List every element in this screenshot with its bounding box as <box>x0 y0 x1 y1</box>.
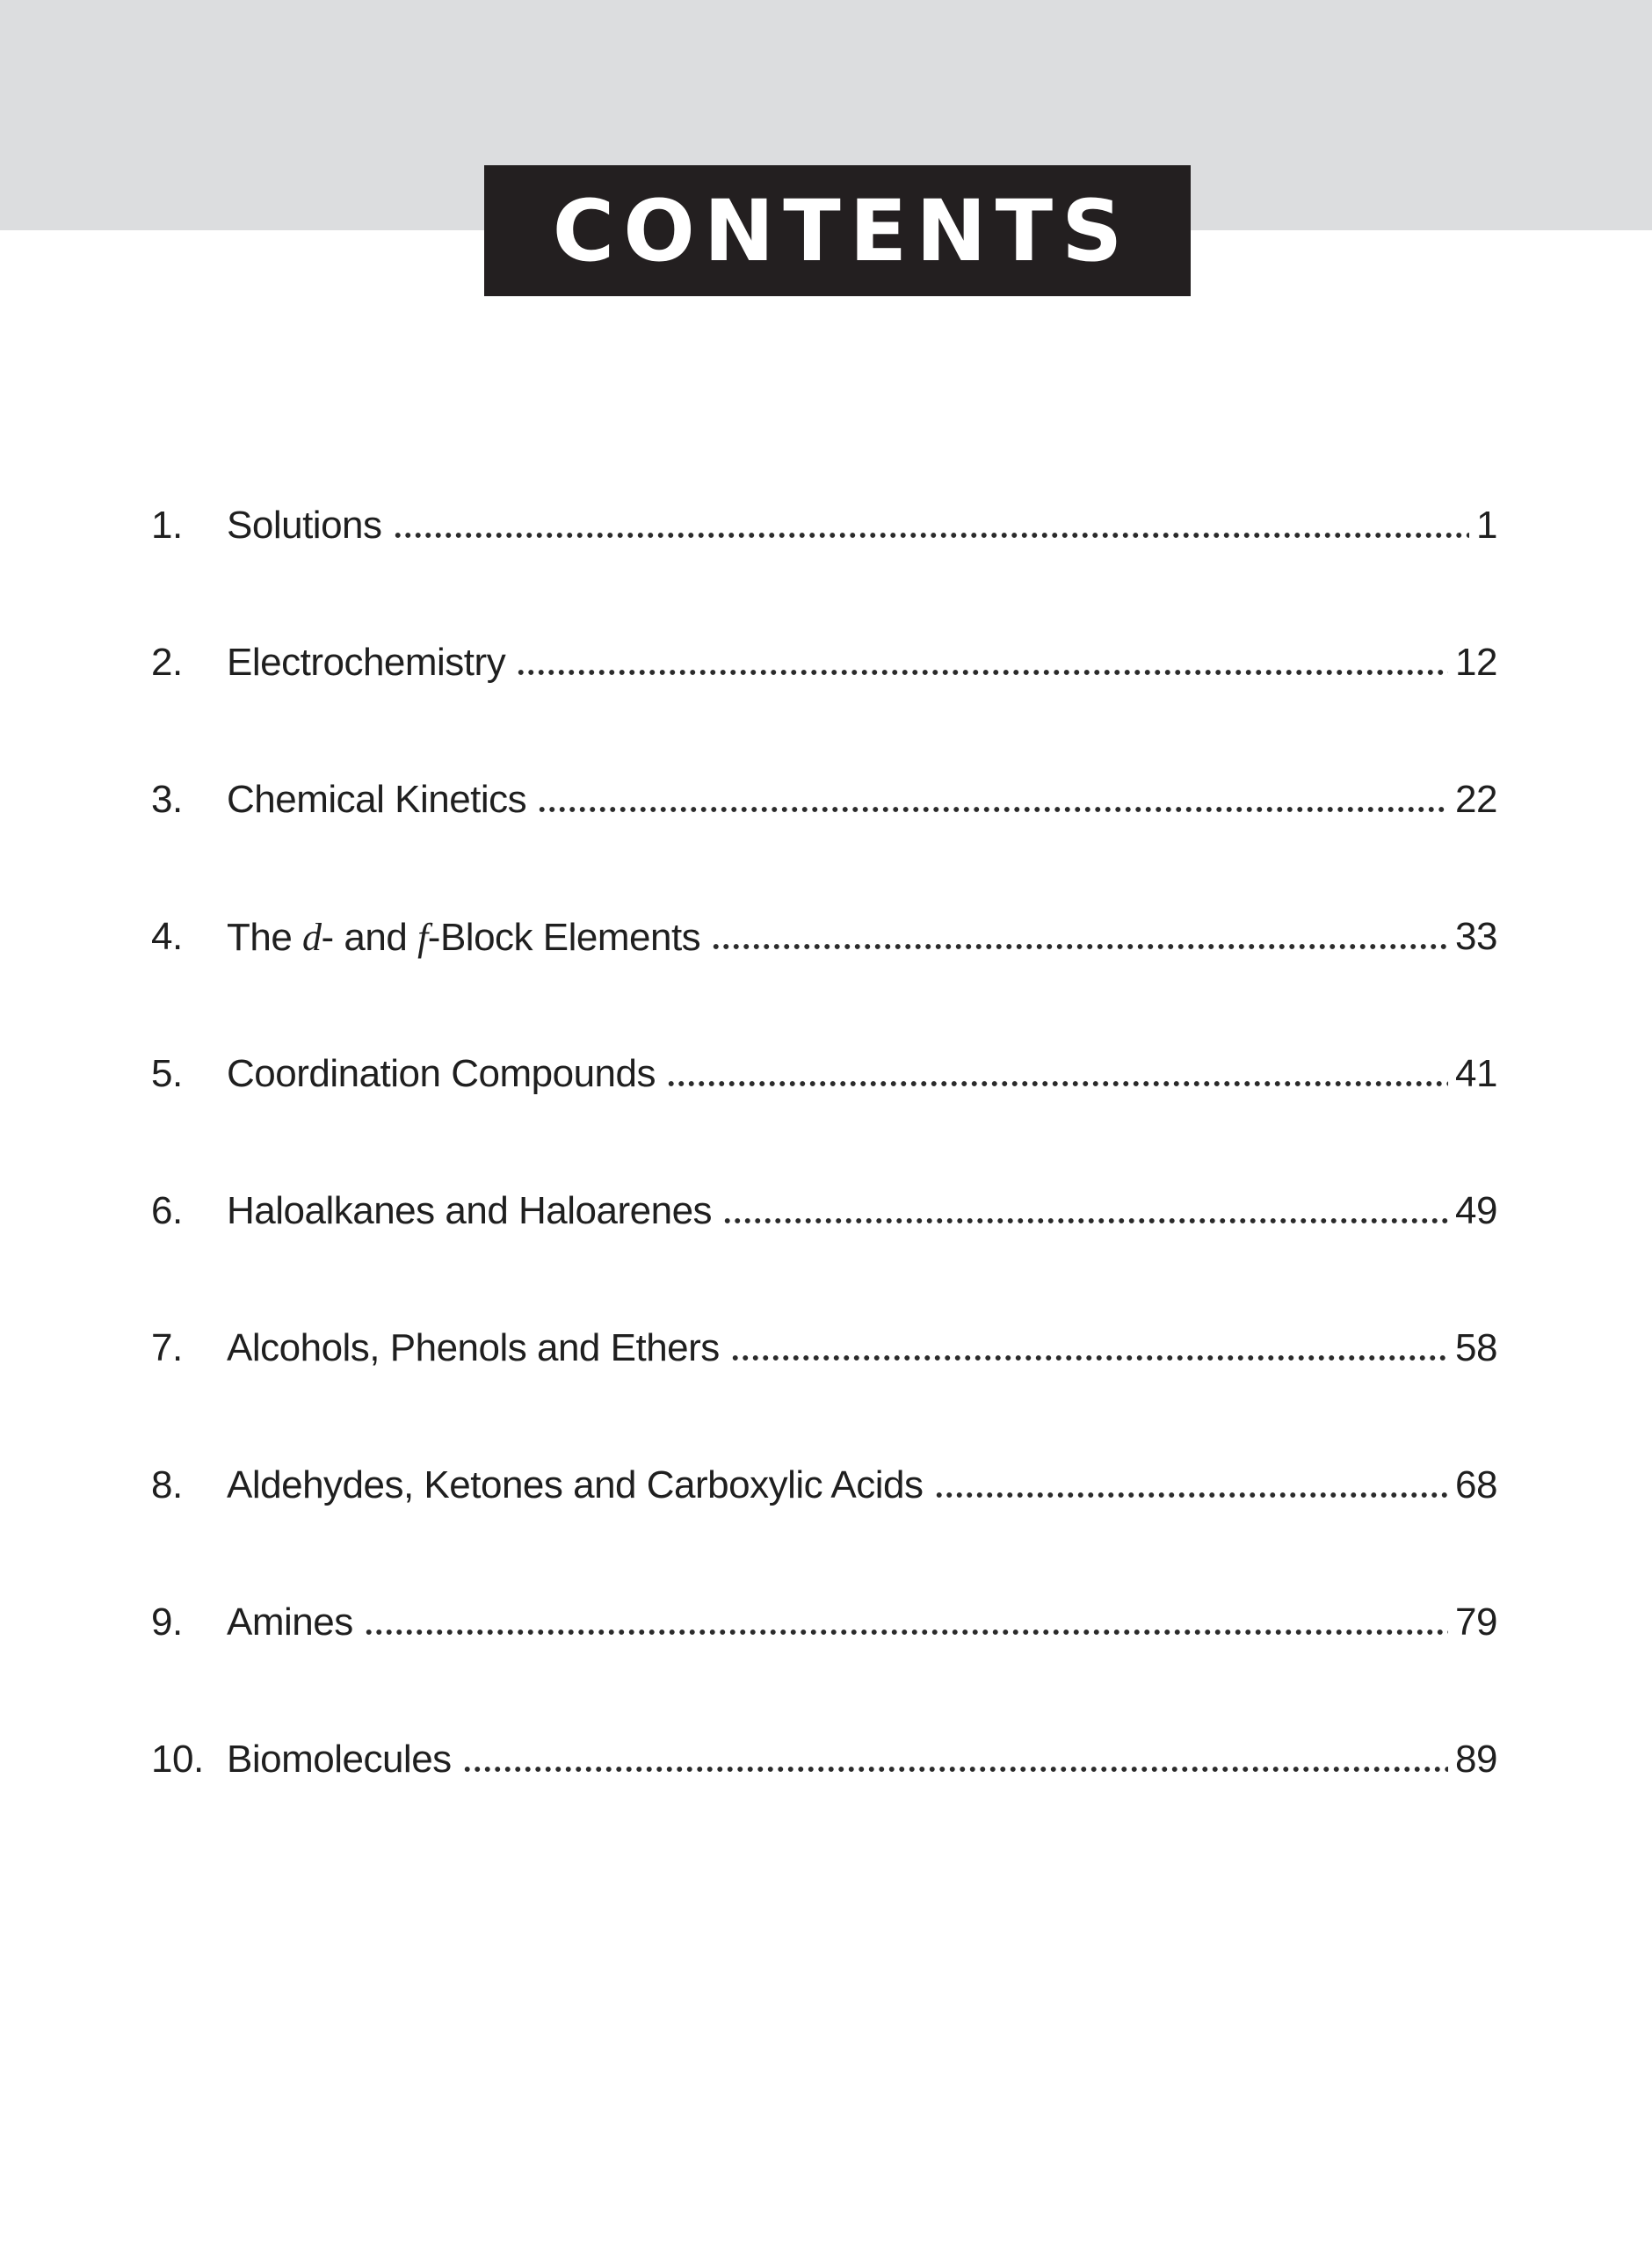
toc-entry-number: 8. <box>151 1463 183 1506</box>
toc-entry-page: 89 <box>1455 1738 1497 1781</box>
toc-entry-title: Chemical Kinetics <box>227 778 527 821</box>
dot-leader <box>393 532 1470 539</box>
toc-entry-number: 5. <box>151 1052 183 1095</box>
dot-leader <box>516 669 1448 676</box>
toc-entry[interactable] <box>151 1280 1497 1417</box>
toc-entry-page: 49 <box>1455 1189 1497 1232</box>
toc-entry-title: Biomolecules <box>227 1738 452 1781</box>
toc-entry[interactable] <box>151 868 1497 1005</box>
toc-entry-page: 68 <box>1455 1463 1497 1506</box>
title-text-part: -Block Elements <box>427 915 701 959</box>
toc-entry-page: 79 <box>1455 1600 1497 1644</box>
toc-entry[interactable] <box>151 1005 1497 1143</box>
dot-leader <box>722 1217 1448 1224</box>
toc-entry-title: Solutions <box>227 504 382 547</box>
toc-entry-number: 2. <box>151 641 183 684</box>
toc-entry-number: 9. <box>151 1600 183 1644</box>
dot-leader <box>730 1354 1448 1361</box>
toc-entry-page: 1 <box>1476 504 1497 547</box>
toc-entry-number: 6. <box>151 1189 183 1232</box>
toc-entry-page: 58 <box>1455 1326 1497 1369</box>
title-italic-part: f <box>417 915 428 959</box>
toc-entry-number: 10. <box>151 1738 204 1781</box>
toc-entry-number: 4. <box>151 915 183 958</box>
toc-entry-title <box>227 915 711 960</box>
toc-entry[interactable] <box>151 731 1497 868</box>
page-title: CONTENTS <box>552 181 1132 280</box>
title-box <box>484 165 1191 296</box>
dot-leader <box>462 1766 1448 1773</box>
toc-entry[interactable] <box>151 594 1497 731</box>
toc-entry-page: 12 <box>1455 641 1497 684</box>
toc-entry-page: 33 <box>1455 915 1497 958</box>
dot-leader <box>364 1629 1448 1636</box>
toc-entry[interactable] <box>151 457 1497 594</box>
toc-entry-title: Aldehydes, Ketones and Carboxylic Acids <box>227 1463 924 1506</box>
toc-entry[interactable] <box>151 1691 1497 1828</box>
dot-leader <box>666 1080 1448 1087</box>
toc-entry-title: Amines <box>227 1600 353 1644</box>
toc-entry[interactable] <box>151 1143 1497 1280</box>
toc-entry-number: 3. <box>151 778 183 821</box>
dot-leader <box>934 1492 1449 1499</box>
toc-entry-title: Coordination Compounds <box>227 1052 656 1095</box>
title-text-part: - and <box>321 915 418 959</box>
toc-entry[interactable] <box>151 1554 1497 1691</box>
toc-entry-page: 41 <box>1455 1052 1497 1095</box>
toc-entry[interactable] <box>151 1417 1497 1554</box>
toc-entry-title: Electrochemistry <box>227 641 506 684</box>
toc-entry-number: 1. <box>151 504 183 547</box>
toc-entry-page: 22 <box>1455 778 1497 821</box>
title-text-part: The <box>227 915 303 959</box>
dot-leader <box>711 943 1448 950</box>
dot-leader <box>537 806 1448 813</box>
table-of-contents <box>151 457 1497 1828</box>
toc-entry-title: Haloalkanes and Haloarenes <box>227 1189 713 1232</box>
title-italic-part: d <box>302 915 322 959</box>
toc-entry-title: Alcohols, Phenols and Ethers <box>227 1326 720 1369</box>
toc-entry-number: 7. <box>151 1326 183 1369</box>
